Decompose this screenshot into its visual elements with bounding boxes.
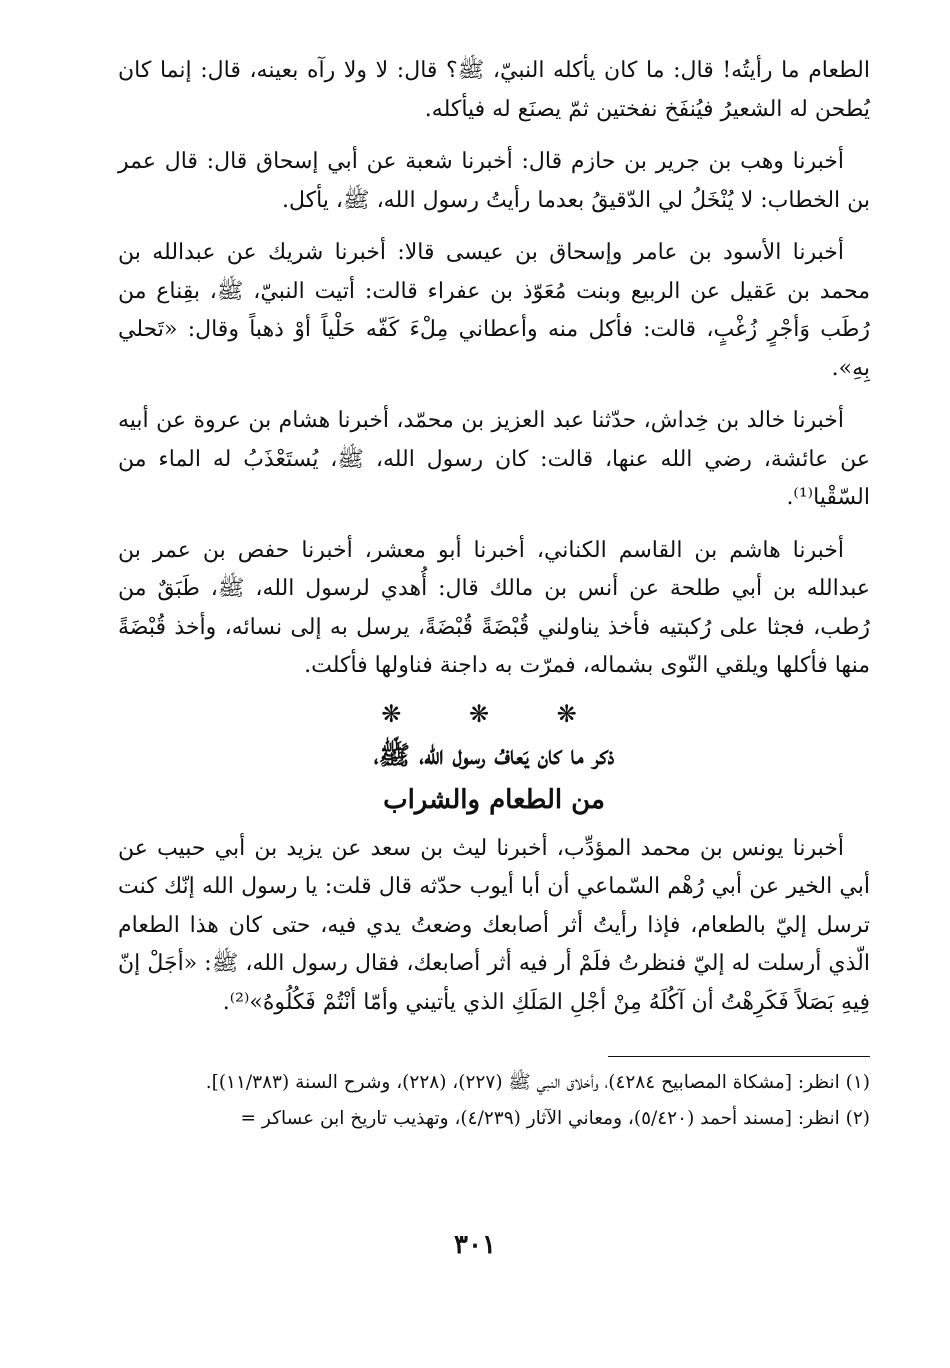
footnote-1: (١) انظر: [مشكاة المصابيح ٤٢٨٤)، وأخلاق النبي ﷺ (٢٢٧)، (٢٢٨)، وشرح السنة (١١/٣٨٣)]. [205,1072,870,1093]
paragraph-3: أخبرنا الأسود بن عامر وإسحاق بن عيسى قالا: أخبرنا شريك عن عبدالله بن محمد بن عَقيل عن الربيع وبنت مُعَوّذ بن عفراء قالت: أتيت النبيّ، ﷺ، بقِناع من رُطَب وَأجْرٍ زُغْبٍ، قالت: فأكل منه وأعطاني مِلْءَ كَفّه حَلْياً أوْ ذهباً وقال: «تَحلي بِهِ». [118,240,870,381]
paragraph-2: أخبرنا وهب بن جرير بن حازم قال: أخبرنا شعبة عن أبي إسحاق قال: قال عمر بن الخطاب: لا يُنْخَلُ لي الدّقيقُ بعدما رأيتُ رسول الله، ﷺ، يأكل. [118,149,870,213]
page-number: ٣٠١ [454,1230,496,1260]
section-paragraph: أخبرنا يونس بن محمد المؤدِّب، أخبرنا ليث بن سعد عن يزيد بن أبي حبيب عن أبي الخير عن أبي رُهْم السّماعي أن أبا أيوب حدّثه قال قلت: يا رسول الله إنّك كنت ترسل إليّ بالطعام، فإذا رأيتُ أثر أصابعك وضعتُ يدي فيه، حتى كان هذا الطعام الّذي أرسلت له إليّ فنظرتُ فلَمْ أر فيه أثر أصابعك، فقال رسول الله، ﷺ: «أجَلْ إنّ فِيهِ بَصَلاً فَكَرِهْتُ أن آكُلَهُ مِنْ أجْلِ المَلَكِ الذي يأتيني وأمّا أنْتُمْ فَكُلُوهُ»⁽²⁾. [118,835,870,1015]
footnote-2: (٢) انظر: [مسند أحمد (٥/٤٢٠)، ومعاني الآثار (٤/٢٣٩)، وتهذيب تاريخ ابن عساكر = [240,1108,870,1129]
page-content [118,52,870,1139]
paragraph-5: أخبرنا هاشم بن القاسم الكناني، أخبرنا أبو معشر، أخبرنا حفص بن عمر بن عبدالله بن أبي طلحة عن أنس بن مالك قال: أُهدي لرسول الله، ﷺ، طَبَقٌ من رُطب، فجثا على رُكبتيه فأخذ يناولني قُبْضَةً قُبْضَةً، يرسل به إلى نسائه، وأخذ قُبْضَةً منها فأكلها ويلقي النّوى بشماله، فمرّت به داجنة فناولها فأكلت. [118,537,870,678]
footnote-divider [608,1056,870,1057]
section-subtitle: من الطعام والشراب [383,784,605,815]
paragraph-4: أخبرنا خالد بن خِداش، حدّثنا عبد العزيز بن محمّد، أخبرنا هشام بن عروة عن أبيه عن عائشة، رضي الله عنها، قالت: كان رسول الله، ﷺ، يُستَعْذَبُ له الماء من السّقْيا⁽¹⁾. [118,408,870,510]
section-title: ذكر ما كان يَعافُ رسول الله، ﷺ، [373,740,615,771]
paragraph-1: الطعام ما رأيتُه! قال: ما كان يأكله النبيّ، ﷺ؟ قال: لا ولا رآه بعينه، قال: إنما كان يُطحن له الشعيرُ فيُنفَخ نفختين ثمّ يصنَع له فيأكله. [118,58,870,122]
section-separator: ❋ ❋ ❋ [381,699,607,728]
